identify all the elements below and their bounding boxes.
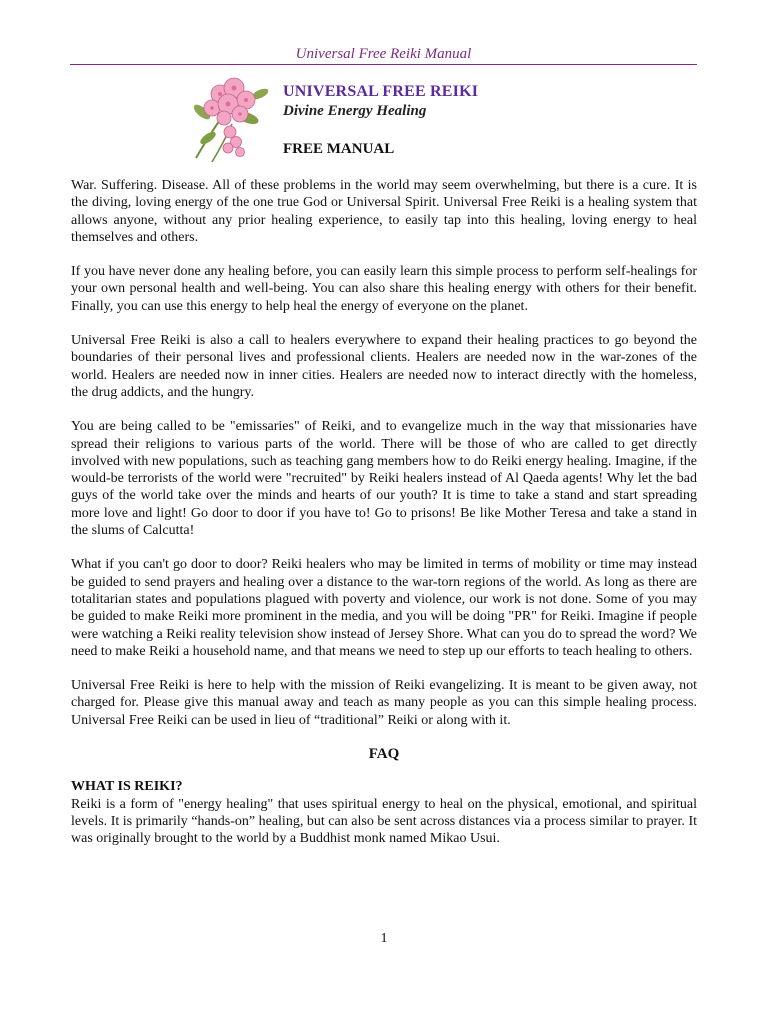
faq-question: WHAT IS REIKI? bbox=[71, 779, 183, 795]
document-subtitle: Divine Energy Healing bbox=[283, 103, 427, 119]
free-manual-label: FREE MANUAL bbox=[283, 141, 395, 157]
faq-heading: FAQ bbox=[368, 746, 400, 763]
paragraph: War. Suffering. Disease. All of these problems in the world may seem overwhelming, but there is a cure. It is the diving, loving energy of the one true God or Universal Spirit. Universal Free Reiki is a healing system that allows anyone, without any prior healing experience, to easily tap into this healing, loving energy to heal themselves and others. bbox=[71, 178, 697, 245]
running-header: Universal Free Reiki Manual bbox=[295, 46, 472, 62]
page-number: 1 bbox=[380, 931, 388, 946]
paragraph: Universal Free Reiki is here to help with the mission of Reiki evangelizing. It is meant to be given away, not charged for. Please give this manual away and teach as many people as you can this simple healing process. Universal Free Reiki can be used in lieu of “traditional” Reiki or along with it. bbox=[71, 678, 697, 728]
paragraph: If you have never done any healing before, you can easily learn this simple process to perform self-healings for your own personal health and well-being. You can also share this healing energy with others for their benefit. Finally, you can use this energy to help heal the energy of everyone on the planet. bbox=[71, 264, 697, 314]
document-title: UNIVERSAL FREE REIKI bbox=[283, 83, 479, 100]
paragraph: What if you can't go door to door? Reiki healers who may be limited in terms of mobility or time may instead be guided to send prayers and healing over a distance to the war-torn regions of the world. As long as there are totalitarian states and populations plagued with poverty and violence, our work is not done. Some of you may be guided to make Reiki more prominent in the media, and you will be doing "PR" for Reiki. Imagine if people were watching a Reiki reality television show instead of Jersey Shore. What can you do to spread the word? We need to make Reiki a household name, and that means we need to step up our efforts to teach healing to others. bbox=[71, 557, 697, 659]
body-text bbox=[71, 177, 697, 848]
faq-answer: Reiki is a form of "energy healing" that uses spiritual energy to heal on the physical, emotional, and spiritual levels. It is primarily “hands-on” healing, but can also be sent across distances via a process similar to prayer. It was originally brought to the world by a Buddhist monk named Mikao Usui. bbox=[71, 796, 697, 847]
paragraph: You are being called to be "emissaries" of Reiki, and to evangelize much in the way that missionaries have spread their religions to various parts of the world. There will be those of who are called to get directly involved with new populations, such as teaching gang members how to do Reiki energy healing. Imagine, if the would-be terrorists of the world were "recruited" by Reiki healers instead of Al Qaeda agents! Why let the bad guys of the world take over the minds and hearts of our youth? It is time to take a stand and start spreading more love and light! Go door to door if you have to! Go to prisons! Be like Mother Teresa and take a stand in the slums of Calcutta! bbox=[71, 419, 697, 539]
paragraph: Universal Free Reiki is also a call to healers everywhere to expand their healing practices to go beyond the boundaries of their personal lives and professional clients. Healers are needed now in the war-zones of the world. Healers are needed now in inner cities. Healers are needed now to interact directly with the homeless, the drug addicts, and the hungry. bbox=[71, 333, 697, 400]
pink-flower-bouquet-icon bbox=[190, 72, 280, 164]
header-rule bbox=[70, 64, 697, 65]
